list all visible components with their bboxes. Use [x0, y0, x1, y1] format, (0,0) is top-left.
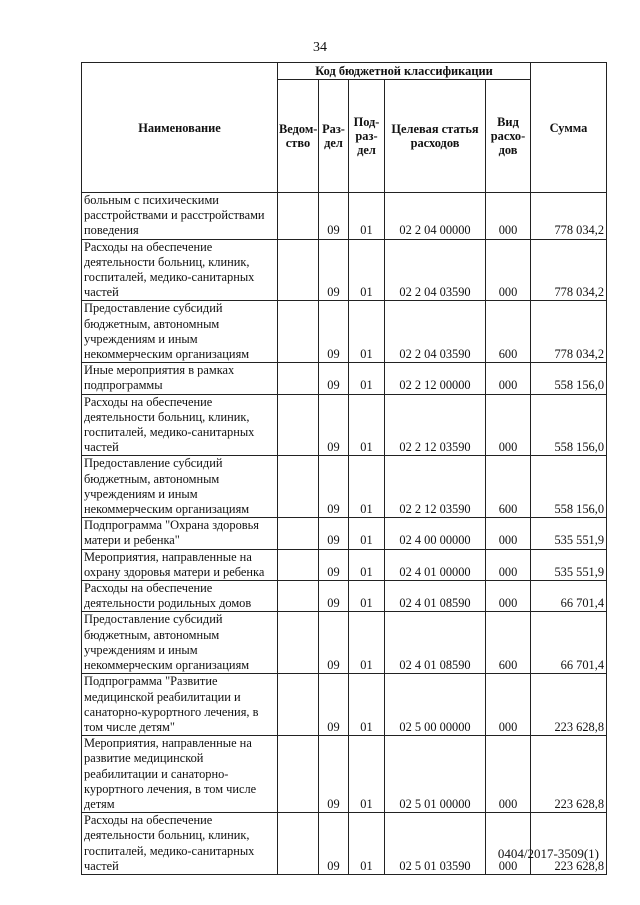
row-vid: 600	[486, 301, 531, 363]
row-celevaya: 02 2 04 03590	[385, 239, 486, 301]
table-body	[82, 193, 607, 875]
row-vedomstvo	[278, 813, 319, 875]
row-vedomstvo	[278, 193, 319, 240]
header-razdel: Раз-дел	[319, 80, 349, 193]
row-name: Расходы на обеспечение деятельности родильных домов	[82, 581, 278, 612]
row-name: Подпрограмма "Охрана здоровья матери и ребенка"	[82, 518, 278, 549]
budget-table	[81, 62, 607, 875]
row-razdel: 09	[319, 674, 349, 736]
row-podrazdel: 01	[349, 363, 385, 394]
row-summa: 223 628,8	[531, 674, 607, 736]
row-vedomstvo	[278, 518, 319, 549]
table-row	[82, 301, 607, 363]
row-vid: 000	[486, 674, 531, 736]
row-podrazdel: 01	[349, 456, 385, 518]
row-vedomstvo	[278, 394, 319, 456]
row-celevaya: 02 4 01 08590	[385, 612, 486, 674]
row-vid: 000	[486, 363, 531, 394]
row-vid: 000	[486, 581, 531, 612]
row-name: Иные мероприятия в рамках подпрограммы	[82, 363, 278, 394]
table-row	[82, 581, 607, 612]
row-vedomstvo	[278, 736, 319, 813]
header-vedomstvo: Ведом-ство	[278, 80, 319, 193]
row-podrazdel: 01	[349, 674, 385, 736]
row-podrazdel: 01	[349, 813, 385, 875]
row-celevaya: 02 2 04 03590	[385, 301, 486, 363]
row-vid: 000	[486, 736, 531, 813]
table-row	[82, 193, 607, 240]
row-summa: 66 701,4	[531, 612, 607, 674]
document-code: 0404/2017-3509(1)	[497, 846, 599, 861]
table-row	[82, 456, 607, 518]
row-podrazdel: 01	[349, 193, 385, 240]
row-podrazdel: 01	[349, 581, 385, 612]
row-vid: 600	[486, 612, 531, 674]
row-vedomstvo	[278, 549, 319, 580]
table-row	[82, 813, 607, 875]
header-name: Наименование	[82, 63, 278, 193]
row-celevaya: 02 2 12 00000	[385, 363, 486, 394]
row-razdel: 09	[319, 813, 349, 875]
row-razdel: 09	[319, 549, 349, 580]
row-vid: 000	[486, 549, 531, 580]
row-razdel: 09	[319, 394, 349, 456]
page-number: 34	[313, 40, 327, 55]
row-vid: 000	[486, 193, 531, 240]
row-razdel: 09	[319, 456, 349, 518]
table-row	[82, 674, 607, 736]
row-razdel: 09	[319, 239, 349, 301]
row-celevaya: 02 4 00 00000	[385, 518, 486, 549]
row-summa: 778 034,2	[531, 239, 607, 301]
row-vedomstvo	[278, 674, 319, 736]
row-celevaya: 02 2 04 00000	[385, 193, 486, 240]
row-name: больным с психическими расстройствами и расстройствами поведения	[82, 193, 278, 240]
row-vedomstvo	[278, 363, 319, 394]
row-vedomstvo	[278, 581, 319, 612]
table-row	[82, 239, 607, 301]
table-row	[82, 549, 607, 580]
row-podrazdel: 01	[349, 301, 385, 363]
row-summa: 223 628,8	[531, 736, 607, 813]
row-vedomstvo	[278, 239, 319, 301]
row-name: Предоставление субсидий бюджетным, автономным учреждениям и иным некоммерческим организациям	[82, 612, 278, 674]
row-celevaya: 02 4 01 00000	[385, 549, 486, 580]
row-vid: 000	[486, 394, 531, 456]
row-summa: 66 701,4	[531, 581, 607, 612]
row-vedomstvo	[278, 456, 319, 518]
header-celevaya: Целевая статья расходов	[385, 80, 486, 193]
row-razdel: 09	[319, 301, 349, 363]
row-razdel: 09	[319, 612, 349, 674]
row-celevaya: 02 5 01 00000	[385, 736, 486, 813]
row-razdel: 09	[319, 736, 349, 813]
row-summa: 558 156,0	[531, 456, 607, 518]
row-name: Подпрограмма "Развитие медицинской реабилитации и санаторно-курортного лечения, в том числе детям"	[82, 674, 278, 736]
row-name: Расходы на обеспечение деятельности больниц, клиник, госпиталей, медико-санитарных частей	[82, 239, 278, 301]
header-vid: Вид расхо-дов	[486, 80, 531, 193]
table-row	[82, 363, 607, 394]
header-podrazdel: Под-раз-дел	[349, 80, 385, 193]
row-vid: 000	[486, 813, 531, 875]
row-name: Расходы на обеспечение деятельности больниц, клиник, госпиталей, медико-санитарных частей	[82, 813, 278, 875]
row-podrazdel: 01	[349, 549, 385, 580]
row-celevaya: 02 5 01 03590	[385, 813, 486, 875]
row-celevaya: 02 4 01 08590	[385, 581, 486, 612]
row-vedomstvo	[278, 301, 319, 363]
row-razdel: 09	[319, 581, 349, 612]
row-summa: 778 034,2	[531, 193, 607, 240]
row-podrazdel: 01	[349, 394, 385, 456]
header-kbk: Код бюджетной классификации	[278, 63, 531, 80]
row-razdel: 09	[319, 363, 349, 394]
row-podrazdel: 01	[349, 518, 385, 549]
row-vid: 000	[486, 239, 531, 301]
row-vid: 000	[486, 518, 531, 549]
row-name: Мероприятия, направленные на охрану здоровья матери и ребенка	[82, 549, 278, 580]
row-name: Предоставление субсидий бюджетным, автономным учреждениям и иным некоммерческим организациям	[82, 456, 278, 518]
row-celevaya: 02 2 12 03590	[385, 456, 486, 518]
row-razdel: 09	[319, 193, 349, 240]
row-summa: 223 628,8	[531, 813, 607, 875]
row-name: Расходы на обеспечение деятельности больниц, клиник, госпиталей, медико-санитарных частей	[82, 394, 278, 456]
row-razdel: 09	[319, 518, 349, 549]
row-summa: 558 156,0	[531, 394, 607, 456]
row-name: Мероприятия, направленные на развитие медицинской реабилитации и санаторно-курортного лечения, в том числе детям	[82, 736, 278, 813]
table-row	[82, 518, 607, 549]
row-celevaya: 02 5 00 00000	[385, 674, 486, 736]
row-summa: 558 156,0	[531, 363, 607, 394]
row-podrazdel: 01	[349, 736, 385, 813]
row-vid: 600	[486, 456, 531, 518]
table-row	[82, 736, 607, 813]
row-summa: 535 551,9	[531, 518, 607, 549]
row-celevaya: 02 2 12 03590	[385, 394, 486, 456]
row-vedomstvo	[278, 612, 319, 674]
table-row	[82, 612, 607, 674]
header-summa: Сумма	[531, 63, 607, 193]
row-name: Предоставление субсидий бюджетным, автономным учреждениям и иным некоммерческим организациям	[82, 301, 278, 363]
row-summa: 778 034,2	[531, 301, 607, 363]
table-header	[82, 63, 607, 193]
row-podrazdel: 01	[349, 612, 385, 674]
row-summa: 535 551,9	[531, 549, 607, 580]
table-row	[82, 394, 607, 456]
row-podrazdel: 01	[349, 239, 385, 301]
